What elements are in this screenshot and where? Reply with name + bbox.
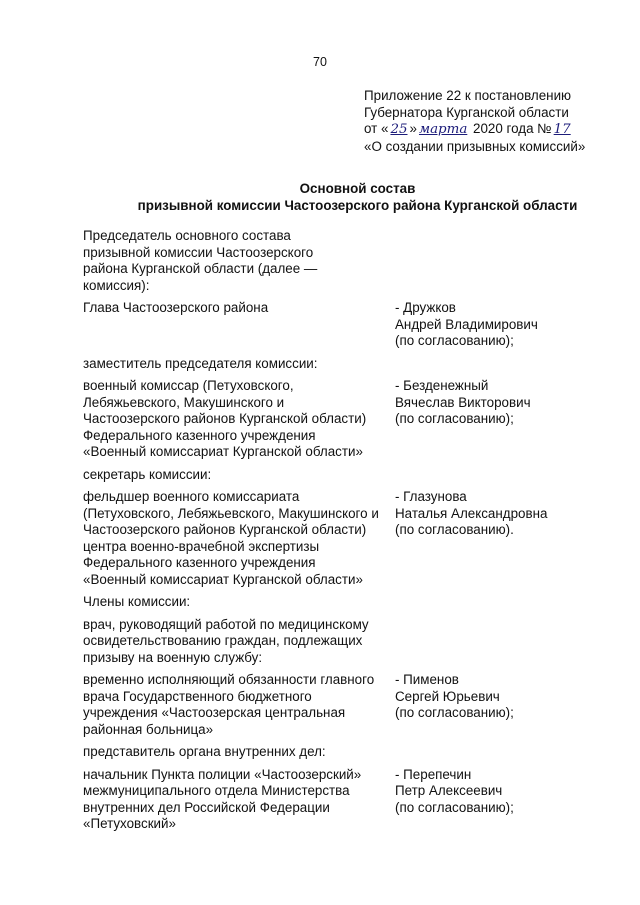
handwritten-day: 25 <box>390 122 408 137</box>
chair-person: - Дружков Андрей Владимирович (по согласованию); <box>395 300 538 348</box>
police-label: представитель органа внутренних дел: <box>83 744 326 759</box>
document-heading <box>0 180 640 214</box>
page-number: 70 <box>313 55 327 69</box>
doctor-row <box>83 672 583 738</box>
appendix-line-4: «О создании призывных комиссий» <box>364 138 586 154</box>
handwritten-month: марта <box>418 122 468 137</box>
secretary-person: - Глазунова Наталья Александровна (по согласованию). <box>395 489 548 537</box>
deputy-person: - Безденежный Вячеслав Викторович (по согласованию); <box>395 378 531 426</box>
heading-line-2: призывной комиссии Частоозерского района Курганской области <box>137 198 578 213</box>
date-quote: » <box>409 121 417 136</box>
date-prefix: от « <box>364 121 389 136</box>
heading-line-1: Основной состав <box>299 181 416 196</box>
police-person: - Перепечин Петр Алексеевич (по согласованию); <box>395 766 514 815</box>
appendix-line-1: Приложение 22 к постановлению <box>364 88 572 103</box>
deputy-label: заместитель председателя комиссии: <box>83 355 318 371</box>
appendix-line-3 <box>364 121 585 139</box>
chair-position: Глава Частоозерского района <box>83 300 269 315</box>
chair-row <box>83 300 583 350</box>
police-position: начальник Пункта полиции «Частоозерский» межмуниципального отдела Министерства внутренних дел Российской Федерации «Петуховский» <box>83 766 362 831</box>
doctor-label: врач, руководящий работой по медицинскому освидетельствованию граждан, подлежащих призыву на военную службу: <box>83 616 369 665</box>
secretary-position: фельдшер военного комиссариата (Петуховского, Лебяжьевского, Макушинского и Частоозерского районов Курганской области) центра военно-врачебной экспертизы Федерального казенного учреждения «Военный комиссариат Курганской области» <box>83 489 379 587</box>
commission-list <box>83 228 583 839</box>
deputy-position: военный комиссар (Петуховского, Лебяжьевского, Макушинского и Частоозерского районов Курганской области) Федерального казенного учреждения «Военный комиссариат Курганской области» <box>83 378 367 459</box>
police-row <box>83 767 583 833</box>
secretary-row <box>83 489 583 588</box>
members-label: Члены комиссии: <box>83 594 191 609</box>
secretary-label: секретарь комиссии: <box>83 466 212 482</box>
appendix-header <box>364 88 585 155</box>
appendix-line-2: Губернатора Курганской области <box>364 104 569 120</box>
handwritten-number: 17 <box>553 122 571 137</box>
deputy-row <box>83 378 583 461</box>
doctor-position: временно исполняющий обязанности главного врача Государственного бюджетного учреждения «Частоозерская центральная районная больница» <box>83 672 375 737</box>
doctor-person: - Пименов Сергей Юрьевич (по согласованию); <box>395 672 514 720</box>
chair-label: Председатель основного состава призывной комиссии Частоозерского района Курганской области (далее — комиссия): <box>83 228 318 293</box>
date-year: 2020 года № <box>469 121 552 136</box>
